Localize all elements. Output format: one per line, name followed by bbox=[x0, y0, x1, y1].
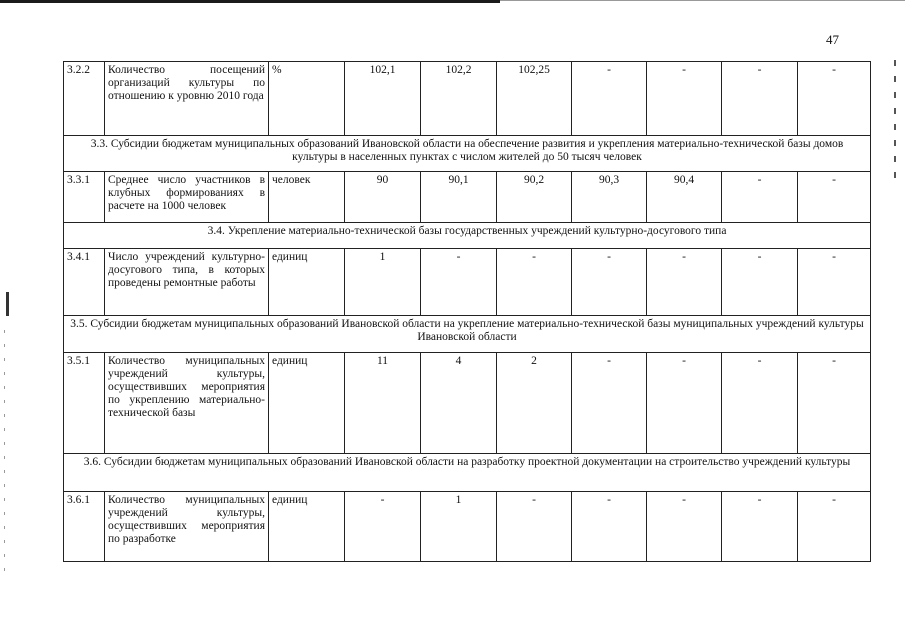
row-value: - bbox=[722, 492, 798, 562]
top-border-rule bbox=[0, 0, 500, 3]
right-edge-scan-marks bbox=[894, 60, 896, 180]
row-value: 2 bbox=[497, 353, 572, 454]
section-heading: 3.3. Субсидии бюджетам муниципальных образований Ивановской области на обеспечение развития и укрепления материально-технической базы домов культуры в населенных пунктах с числом жителей до 50 тысяч человек bbox=[64, 136, 871, 172]
row-value: 90,4 bbox=[647, 172, 722, 223]
top-border-rule-thin bbox=[500, 0, 905, 1]
row-code: 3.2.2 bbox=[64, 62, 105, 136]
row-unit: человек bbox=[269, 172, 345, 223]
section-row-3-6 bbox=[64, 454, 871, 492]
row-value: 1 bbox=[345, 249, 421, 316]
table-row-3-6-1 bbox=[64, 492, 871, 562]
row-value: - bbox=[497, 249, 572, 316]
row-unit: единиц bbox=[269, 353, 345, 454]
margin-stamp-mark bbox=[6, 292, 9, 316]
row-value: - bbox=[798, 492, 871, 562]
row-value: - bbox=[722, 172, 798, 223]
row-value: - bbox=[497, 492, 572, 562]
row-value: 90,1 bbox=[421, 172, 497, 223]
indicators-table bbox=[63, 61, 871, 562]
row-value: 1 bbox=[421, 492, 497, 562]
row-value: - bbox=[798, 249, 871, 316]
row-value: - bbox=[647, 353, 722, 454]
row-value: - bbox=[722, 353, 798, 454]
row-value: - bbox=[572, 353, 647, 454]
row-value: - bbox=[722, 62, 798, 136]
table-row-3-5-1 bbox=[64, 353, 871, 454]
section-row-3-3 bbox=[64, 136, 871, 172]
row-unit: единиц bbox=[269, 492, 345, 562]
row-code: 3.3.1 bbox=[64, 172, 105, 223]
row-value: - bbox=[572, 492, 647, 562]
row-value: - bbox=[647, 249, 722, 316]
row-code: 3.6.1 bbox=[64, 492, 105, 562]
table-row-3-4-1 bbox=[64, 249, 871, 316]
row-value: - bbox=[798, 172, 871, 223]
row-value: - bbox=[798, 62, 871, 136]
row-indicator-name: Количество муниципальных учреждений культуры, осуществивших мероприятия по разработке bbox=[105, 492, 269, 562]
section-row-3-4 bbox=[64, 223, 871, 249]
row-unit: единиц bbox=[269, 249, 345, 316]
row-indicator-name: Количество муниципальных учреждений культуры, осуществивших мероприятия по укреплению материально-технической базы bbox=[105, 353, 269, 454]
section-heading: 3.4. Укрепление материально-технической базы государственных учреждений культурно-досугового типа bbox=[64, 223, 871, 249]
row-code: 3.5.1 bbox=[64, 353, 105, 454]
row-code: 3.4.1 bbox=[64, 249, 105, 316]
row-indicator-name: Среднее число участников в клубных формированиях в расчете на 1000 человек bbox=[105, 172, 269, 223]
section-heading: 3.5. Субсидии бюджетам муниципальных образований Ивановской области на укрепление материально-технической базы муниципальных учреждений культуры Ивановской области bbox=[64, 316, 871, 353]
row-unit: % bbox=[269, 62, 345, 136]
row-value: 11 bbox=[345, 353, 421, 454]
row-value: 90,2 bbox=[497, 172, 572, 223]
row-value: - bbox=[647, 62, 722, 136]
row-indicator-name: Число учреждений культурно-досугового типа, в которых проведены ремонтные работы bbox=[105, 249, 269, 316]
row-value: - bbox=[798, 353, 871, 454]
row-value: - bbox=[572, 62, 647, 136]
margin-scan-marks bbox=[4, 330, 5, 580]
table-row-3-3-1 bbox=[64, 172, 871, 223]
row-value: - bbox=[572, 249, 647, 316]
row-value: 4 bbox=[421, 353, 497, 454]
row-indicator-name: Количество посещений организаций культуры по отношению к уровню 2010 года bbox=[105, 62, 269, 136]
row-value: - bbox=[345, 492, 421, 562]
row-value: - bbox=[722, 249, 798, 316]
row-value: 90 bbox=[345, 172, 421, 223]
row-value: 90,3 bbox=[572, 172, 647, 223]
row-value: - bbox=[421, 249, 497, 316]
row-value: 102,2 bbox=[421, 62, 497, 136]
table-row-3-2-2 bbox=[64, 62, 871, 136]
row-value: - bbox=[647, 492, 722, 562]
row-value: 102,1 bbox=[345, 62, 421, 136]
section-heading: 3.6. Субсидии бюджетам муниципальных образований Ивановской области на разработку проектной документации на строительство учреждений культуры bbox=[64, 454, 871, 492]
row-value: 102,25 bbox=[497, 62, 572, 136]
page-number: 47 bbox=[826, 32, 839, 47]
section-row-3-5 bbox=[64, 316, 871, 353]
